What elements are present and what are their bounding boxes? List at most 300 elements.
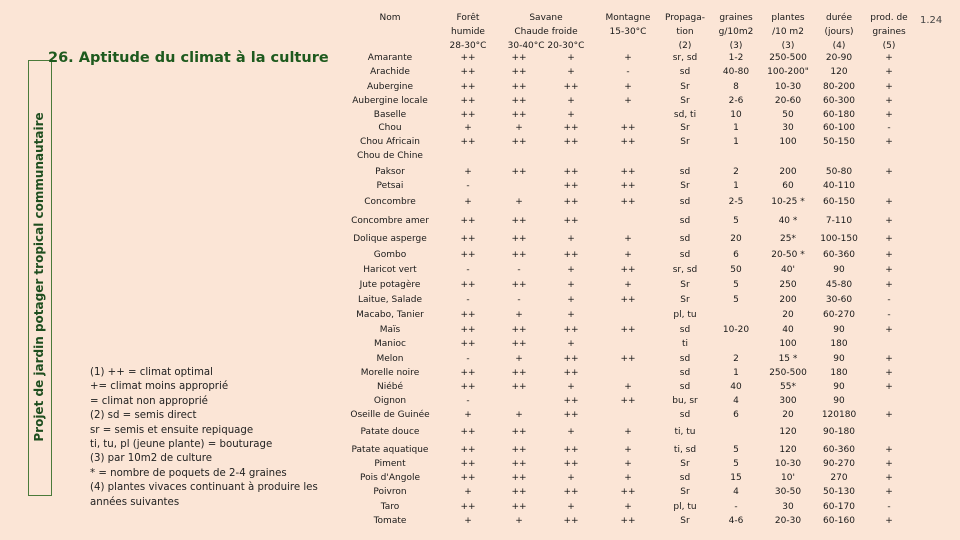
table-cell: Maïs [379, 325, 401, 335]
table-cell: ++ [563, 137, 579, 147]
table-cell: 20-50 * [771, 250, 805, 260]
table-cell: Gombo [373, 250, 407, 260]
table-cell: 6 [733, 410, 739, 420]
table-cell: + [624, 427, 632, 437]
table-cell: 60-150 [823, 197, 855, 207]
table-cell: 50 [782, 110, 794, 120]
table-cell: Sr [680, 96, 690, 106]
table-cell: + [515, 354, 523, 364]
table-cell: ++ [511, 67, 527, 77]
table-cell: 60-100 [823, 123, 855, 133]
header-line: (jours) [824, 27, 854, 37]
table-cell: Sr [680, 181, 690, 191]
table-cell: 120 [779, 445, 797, 455]
note-line: (1) ++ = climat optimal [90, 367, 213, 378]
table-cell: - [626, 67, 630, 77]
header-line: plantes [771, 13, 805, 23]
table-cell: ++ [620, 516, 636, 526]
table-cell: Melon [376, 354, 404, 364]
table-cell: Sr [680, 459, 690, 469]
table-cell: Sr [680, 295, 690, 305]
table-cell: 55* [780, 382, 796, 392]
table-cell: 30-50 [774, 487, 802, 497]
table-cell: sd [679, 410, 691, 420]
table-cell: + [885, 445, 893, 455]
table-cell: 270 [830, 473, 848, 483]
table-cell: ++ [460, 368, 476, 378]
header-line: humide [451, 27, 485, 37]
table-cell: ++ [460, 473, 476, 483]
table-cell: + [515, 123, 523, 133]
header-graines [712, 11, 760, 53]
table-cell: + [885, 368, 893, 378]
table-cell: + [624, 96, 632, 106]
table-cell: + [885, 473, 893, 483]
table-cell: sd, ti [673, 110, 697, 120]
table-cell: Aubergine locale [352, 96, 428, 106]
table-cell: ++ [563, 181, 579, 191]
table-cell: ++ [563, 487, 579, 497]
table-cell: + [567, 295, 575, 305]
table-cell: Jute potagère [359, 280, 421, 290]
legend-notes [90, 366, 320, 510]
table-cell: 250-500 [769, 368, 807, 378]
table-cell: - [466, 396, 470, 406]
table-cell: 40 [730, 382, 742, 392]
table-cell: ++ [511, 250, 527, 260]
table-cell: 15 [730, 473, 742, 483]
header-line: tion [676, 27, 694, 37]
table-cell: + [624, 502, 632, 512]
table-cell: - [887, 502, 891, 512]
table-cell: ti, tu [674, 427, 696, 437]
table-cell: ++ [620, 137, 636, 147]
table-cell: ++ [460, 310, 476, 320]
header-line: 15-30°C [609, 27, 647, 37]
table-cell: 40-110 [823, 181, 855, 191]
table-cell: 50-150 [823, 137, 855, 147]
table-cell: ti [681, 339, 689, 349]
note-line: (3) par 10m2 de culture [90, 453, 212, 465]
table-cell: + [885, 265, 893, 275]
table-cell: + [885, 137, 893, 147]
table-cell: Concombre [364, 197, 416, 207]
page-number: 1.24 [920, 15, 943, 26]
table-cell: + [515, 197, 523, 207]
table-cell: - [517, 265, 521, 275]
table-cell: ++ [511, 325, 527, 335]
table-cell: Poivron [373, 487, 407, 497]
table-cell: ++ [460, 110, 476, 120]
table-cell: Concombre amer [351, 216, 429, 226]
table-cell: sd [679, 325, 691, 335]
table-cell: sd [679, 473, 691, 483]
table-cell: sd [679, 197, 691, 207]
table-cell: + [567, 67, 575, 77]
table-cell: + [464, 516, 472, 526]
table-cell: ++ [460, 325, 476, 335]
table-cell: + [885, 459, 893, 469]
note-line: sr = semis et ensuite repiquage [90, 424, 254, 436]
table-cell: Patate douce [360, 427, 420, 437]
table-cell: + [624, 250, 632, 260]
table-cell: 20-60 [774, 96, 802, 106]
header-line: Propaga- [665, 13, 705, 23]
table-cell: 250-500 [769, 53, 807, 63]
table-cell: + [624, 459, 632, 469]
table-cell: ++ [620, 123, 636, 133]
table-cell: + [567, 265, 575, 275]
table-cell: + [885, 487, 893, 497]
table-cell: + [567, 502, 575, 512]
table-cell: + [624, 382, 632, 392]
table-cell: Paksor [375, 167, 405, 177]
table-cell: Patate aquatique [351, 445, 429, 455]
header-line: (3) [729, 41, 743, 51]
table-cell: Haricot vert [363, 265, 417, 275]
table-cell: 8 [733, 82, 739, 92]
table-cell: Arachide [370, 67, 410, 77]
table-cell: 1 [733, 181, 739, 191]
table-cell: 60-300 [823, 96, 855, 106]
header-plantes [760, 11, 816, 53]
header-line: 30-40°C 20-30°C [507, 41, 585, 51]
table-cell: Piment [374, 459, 406, 469]
table-cell: 100 [779, 339, 797, 349]
header-savane [494, 11, 598, 53]
table-cell: Sr [680, 123, 690, 133]
table-cell: + [885, 234, 893, 244]
table-cell: 120 [779, 427, 797, 437]
table-cell: 10' [781, 473, 795, 483]
table-cell: ++ [620, 295, 636, 305]
table-cell: + [885, 382, 893, 392]
table-cell: - [887, 123, 891, 133]
vertical-title: Projet de jardin potager tropical communautaire [32, 112, 46, 442]
table-cell: ++ [563, 167, 579, 177]
table-cell: sd [679, 250, 691, 260]
table-cell: 5 [733, 445, 739, 455]
table-cell: 90-180 [823, 427, 855, 437]
page-title: 26. Aptitude du climat à la culture [48, 50, 329, 66]
header-line: Montagne [605, 13, 651, 23]
table-cell: + [464, 167, 472, 177]
table-cell: Sr [680, 82, 690, 92]
table-cell: pl, tu [673, 310, 697, 320]
table-cell: Petsai [376, 181, 404, 191]
note-line: = climat non approprié [90, 395, 208, 407]
table-cell: 20 [782, 310, 794, 320]
table-cell: + [885, 280, 893, 290]
table-cell: ++ [620, 487, 636, 497]
table-cell: 40' [781, 265, 795, 275]
table-cell: ++ [460, 137, 476, 147]
table-cell: ++ [511, 368, 527, 378]
table-cell: ++ [460, 459, 476, 469]
table-cell: ++ [511, 137, 527, 147]
table-cell: sd [679, 234, 691, 244]
table-cell: Amarante [367, 53, 413, 63]
table-cell: + [624, 445, 632, 455]
table-cell: ++ [511, 280, 527, 290]
table-cell: Baselle [373, 110, 407, 120]
table-cell: + [567, 473, 575, 483]
table-cell: ++ [511, 53, 527, 63]
table-cell: sr, sd [672, 53, 698, 63]
table-cell: + [515, 410, 523, 420]
table-cell: 10-30 [774, 459, 802, 469]
table-cell: bu, sr [672, 396, 698, 406]
table-cell: 90 [833, 265, 845, 275]
table-cell: ++ [460, 427, 476, 437]
table-cell: 120180 [821, 410, 857, 420]
table-cell: ++ [563, 368, 579, 378]
header-line: Nom [379, 13, 401, 23]
table-cell: Sr [680, 280, 690, 290]
table-cell: + [567, 382, 575, 392]
table-cell: 60-180 [823, 110, 855, 120]
table-cell: ++ [620, 167, 636, 177]
table-cell: sd [679, 216, 691, 226]
table-cell: ++ [563, 396, 579, 406]
header-prod [862, 11, 916, 53]
table-cell: - [466, 181, 470, 191]
table-cell: ti, sd [673, 445, 697, 455]
table-cell: ++ [511, 445, 527, 455]
table-cell: Tomate [373, 516, 407, 526]
table-cell: 4 [733, 396, 739, 406]
table-cell: 10 [730, 110, 742, 120]
table-cell: Taro [380, 502, 400, 512]
table-cell: + [567, 427, 575, 437]
table-cell: + [567, 280, 575, 290]
header-line: Chaude froide [514, 27, 578, 37]
table-cell: ++ [620, 181, 636, 191]
table-cell: sd [679, 382, 691, 392]
table-cell: ++ [460, 216, 476, 226]
table-cell: ++ [511, 502, 527, 512]
table-cell: + [885, 53, 893, 63]
header-line: (4) [832, 41, 846, 51]
table-cell: 20-90 [825, 53, 853, 63]
table-cell: ++ [620, 396, 636, 406]
header-line: /10 m2 [772, 27, 804, 37]
table-cell: 1 [733, 368, 739, 378]
table-cell: + [515, 516, 523, 526]
table-cell: ++ [511, 234, 527, 244]
header-line: prod. de [870, 13, 908, 23]
table-cell: + [567, 96, 575, 106]
table-cell: ++ [511, 167, 527, 177]
table-cell: 100 [779, 137, 797, 147]
table-cell: 200 [779, 167, 797, 177]
table-cell: 60 [782, 181, 794, 191]
note-line: ti, tu, pl (jeune plante) = bouturage [90, 439, 273, 451]
header-duree [816, 11, 862, 53]
table-cell: 5 [733, 459, 739, 469]
table-cell: 5 [733, 295, 739, 305]
table-cell: 250 [779, 280, 797, 290]
table-cell: 30 [782, 502, 794, 512]
table-cell: ++ [563, 325, 579, 335]
table-cell: 20-30 [774, 516, 802, 526]
table-cell: 180 [830, 339, 848, 349]
table-cell: 40 [782, 325, 794, 335]
table-cell: + [567, 53, 575, 63]
table-cell: pl, tu [673, 502, 697, 512]
table-cell: ++ [460, 280, 476, 290]
table-cell: 45-80 [825, 280, 853, 290]
table-cell: Macabo, Tanier [356, 310, 424, 320]
table-cell: 40-80 [722, 67, 750, 77]
header-line: graines [872, 27, 906, 37]
table-cell: ++ [460, 234, 476, 244]
table-cell: - [466, 295, 470, 305]
table-cell: Dolique asperge [353, 234, 427, 244]
table-cell: 50 [730, 265, 742, 275]
table-cell: Oignon [373, 396, 407, 406]
table-cell: + [567, 110, 575, 120]
note-line: années suivantes [90, 496, 180, 508]
table-cell: ++ [460, 445, 476, 455]
table-cell: ++ [511, 96, 527, 106]
table-cell: ++ [511, 110, 527, 120]
table-cell: 60-160 [823, 516, 855, 526]
table-cell: ++ [511, 382, 527, 392]
table-cell: Pois d'Angole [360, 473, 420, 483]
header-line: 28-30°C [449, 41, 487, 51]
table-cell: ++ [460, 96, 476, 106]
table-cell: 10-20 [722, 325, 750, 335]
header-line: (3) [781, 41, 795, 51]
table-cell: 5 [733, 216, 739, 226]
table-cell: ++ [563, 445, 579, 455]
table-cell: 30 [782, 123, 794, 133]
table-cell: + [464, 197, 472, 207]
table-cell: ++ [511, 487, 527, 497]
table-cell: ++ [511, 473, 527, 483]
table-cell: 100-150 [820, 234, 858, 244]
header-line: Savane [529, 13, 563, 23]
table-cell: sd [679, 368, 691, 378]
table-cell: 50-130 [823, 487, 855, 497]
table-cell: 90 [833, 382, 845, 392]
table-cell: + [885, 197, 893, 207]
table-cell: + [464, 410, 472, 420]
table-cell: 15 * [778, 354, 798, 364]
table-cell: 200 [779, 295, 797, 305]
table-cell: 90 [833, 396, 845, 406]
table-cell: - [466, 354, 470, 364]
table-cell: + [885, 96, 893, 106]
table-cell: ++ [620, 265, 636, 275]
table-cell: + [567, 310, 575, 320]
table-cell: 2 [733, 354, 739, 364]
table-cell: ++ [511, 216, 527, 226]
table-cell: ++ [620, 325, 636, 335]
table-cell: 30-60 [825, 295, 853, 305]
table-cell: 6 [733, 250, 739, 260]
table-cell: Sr [680, 137, 690, 147]
header-line: graines [719, 13, 753, 23]
table-cell: - [517, 295, 521, 305]
table-cell: Sr [680, 516, 690, 526]
table-cell: 60-360 [823, 250, 855, 260]
table-cell: ++ [563, 197, 579, 207]
table-cell: + [885, 410, 893, 420]
table-cell: + [624, 234, 632, 244]
table-cell: 180 [830, 368, 848, 378]
table-cell: 2-5 [728, 197, 744, 207]
table-cell: ++ [620, 197, 636, 207]
table-cell: ++ [511, 459, 527, 469]
table-cell: Manioc [374, 339, 406, 349]
table-cell: + [885, 110, 893, 120]
table-cell: - [734, 502, 738, 512]
table-cell: 2-6 [728, 96, 744, 106]
table-cell: ++ [460, 53, 476, 63]
table-cell: ++ [460, 82, 476, 92]
note-line: (4) plantes vivaces continuant à produire les [90, 482, 318, 494]
table-cell: ++ [620, 354, 636, 364]
table-cell: ++ [511, 427, 527, 437]
table-cell: 1 [733, 137, 739, 147]
table-cell: 120 [830, 67, 848, 77]
table-cell: 50-80 [825, 167, 853, 177]
table-cell: + [885, 67, 893, 77]
table-cell: 2 [733, 167, 739, 177]
header-propagation [658, 11, 712, 53]
table-cell: 20 [730, 234, 742, 244]
header-line: g/10m2 [718, 27, 754, 37]
table-cell: Morelle noire [360, 368, 420, 378]
table-cell: 60-270 [823, 310, 855, 320]
table-cell: + [885, 250, 893, 260]
table-cell: Chou [378, 123, 402, 133]
table-cell: 100-200" [767, 67, 809, 77]
table-cell: ++ [563, 250, 579, 260]
table-cell: + [567, 339, 575, 349]
table-cell: ++ [563, 459, 579, 469]
table-cell: + [885, 82, 893, 92]
table-cell: 10-30 [774, 82, 802, 92]
table-cell: 25* [780, 234, 796, 244]
table-cell: ++ [460, 382, 476, 392]
table-cell: ++ [563, 123, 579, 133]
table-cell: + [624, 473, 632, 483]
table-cell: 20 [782, 410, 794, 420]
table-cell: 4-6 [728, 516, 744, 526]
table-cell: + [885, 216, 893, 226]
table-cell: + [567, 234, 575, 244]
header-nom [338, 11, 442, 25]
table-cell: Sr [680, 487, 690, 497]
header-line: (5) [882, 41, 896, 51]
table-cell: + [624, 53, 632, 63]
table-cell: 1-2 [728, 53, 744, 63]
table-cell: + [464, 487, 472, 497]
table-cell: 4 [733, 487, 739, 497]
table-cell: ++ [511, 82, 527, 92]
table-cell: ++ [460, 67, 476, 77]
table-cell: sd [679, 67, 691, 77]
table-cell: - [887, 295, 891, 305]
table-cell: 90 [833, 354, 845, 364]
note-line: (2) sd = semis direct [90, 410, 197, 422]
table-cell: + [885, 325, 893, 335]
table-cell: sd [679, 354, 691, 364]
table-cell: 60-360 [823, 445, 855, 455]
